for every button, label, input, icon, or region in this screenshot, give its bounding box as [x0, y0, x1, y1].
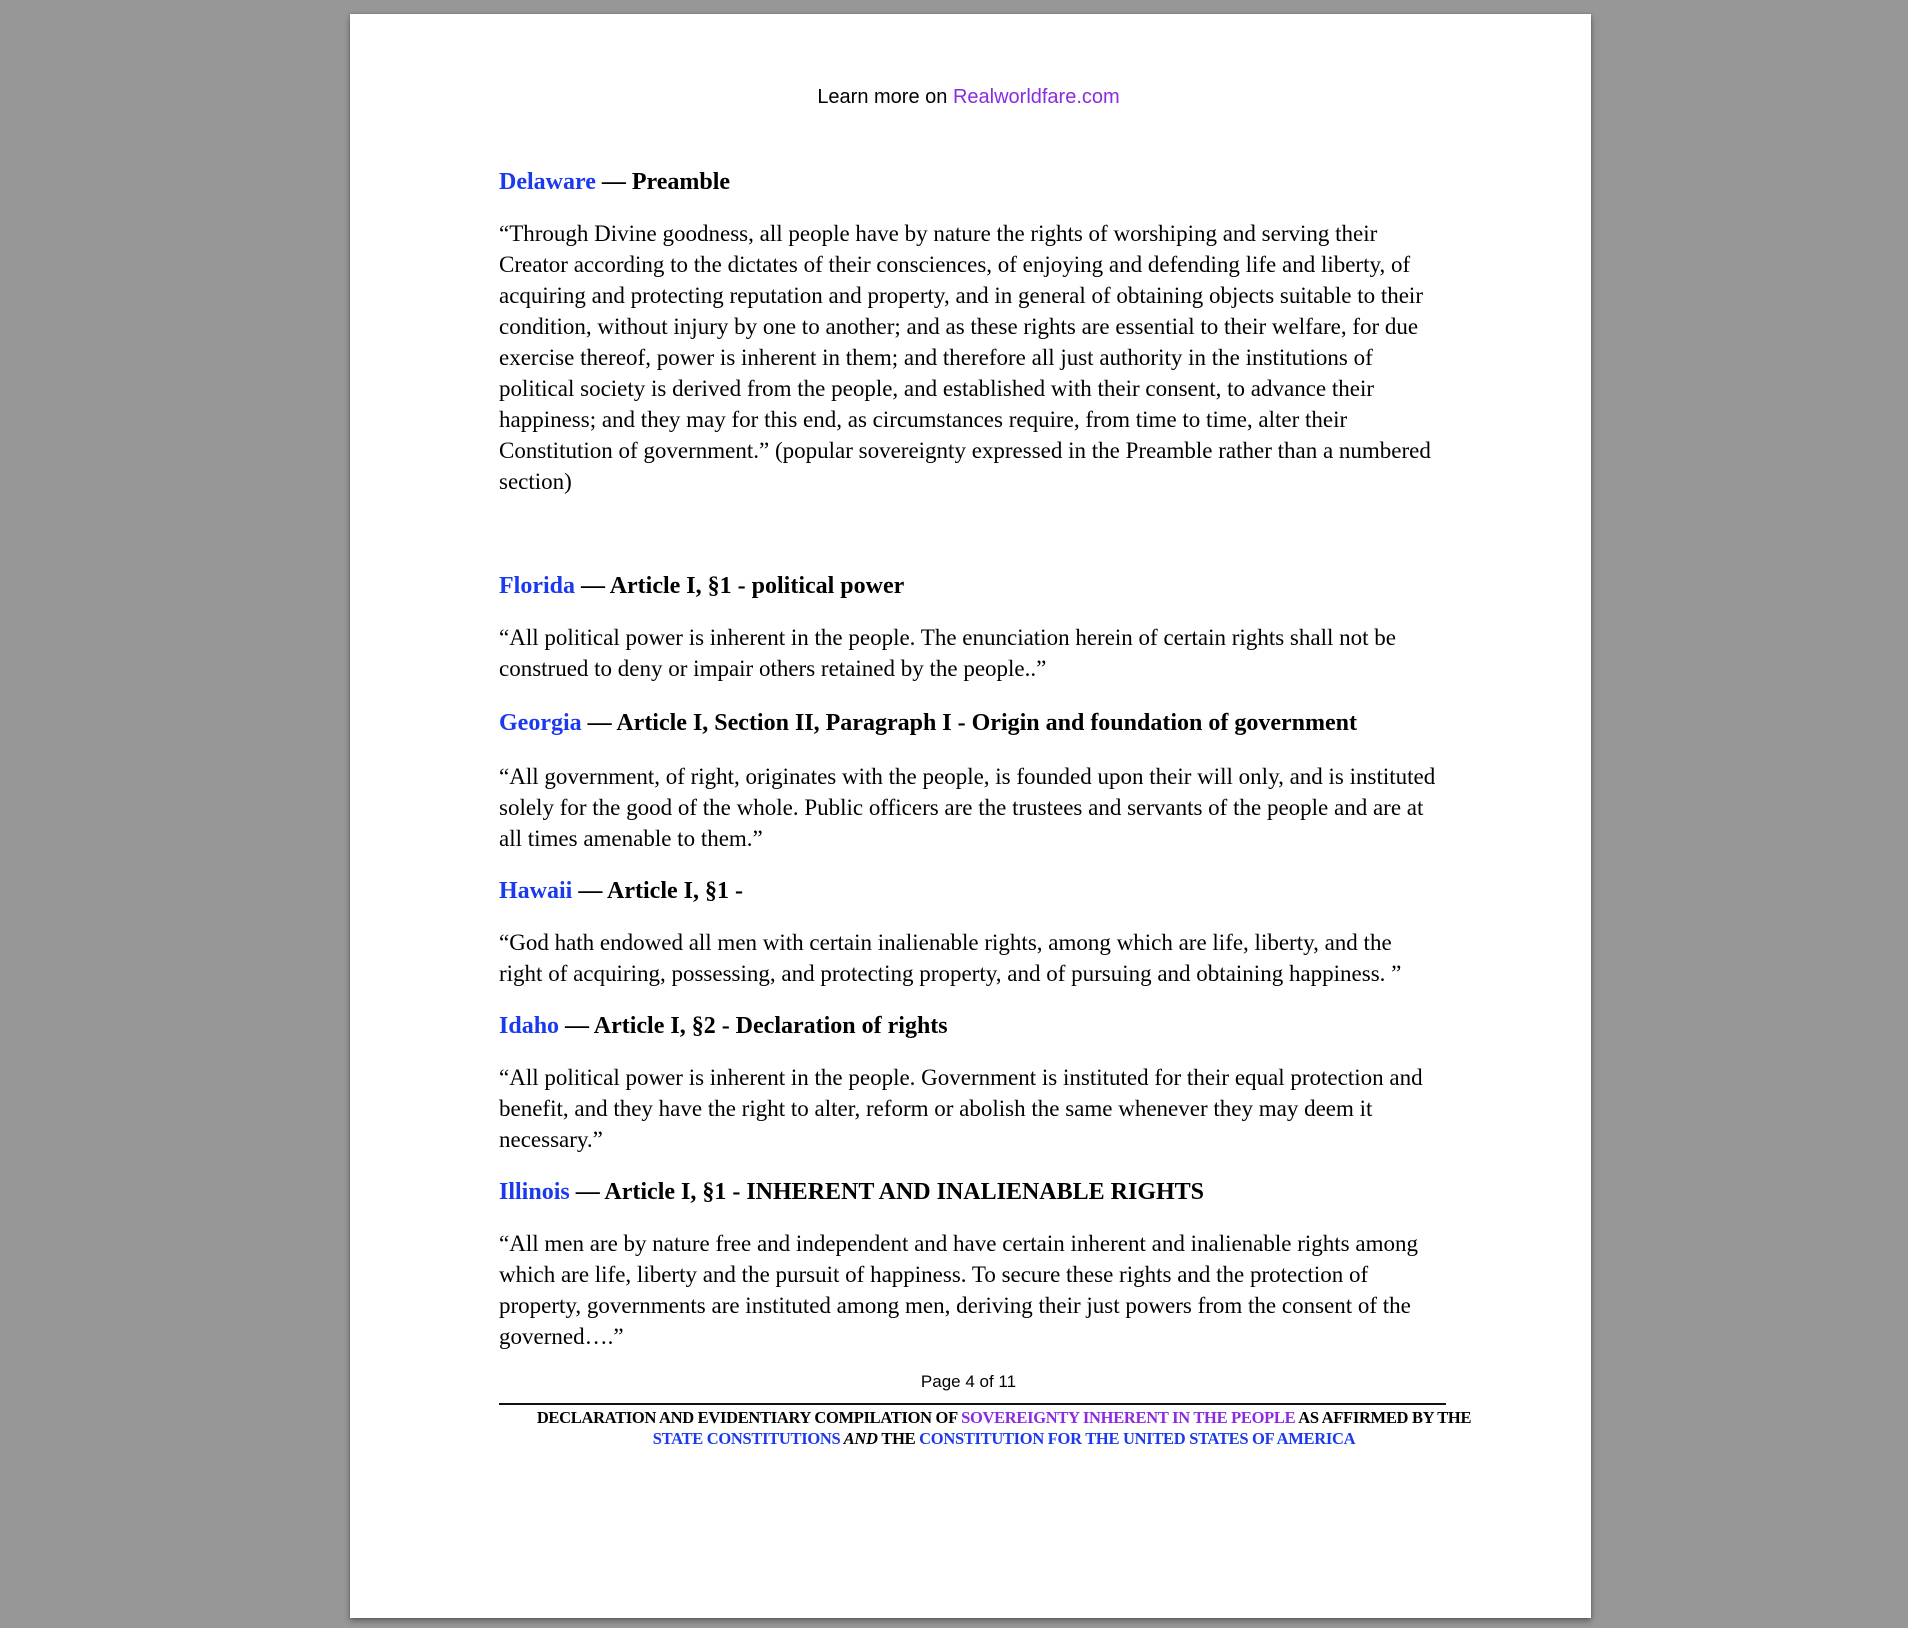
state-name-delaware: Delaware	[499, 169, 596, 195]
heading-separator: —	[559, 1013, 594, 1039]
section-heading	[499, 1176, 1438, 1208]
footer-and-text: AND	[840, 1429, 882, 1448]
footer-title-line2	[499, 1428, 1509, 1449]
state-name-hawaii: Hawaii	[499, 878, 573, 904]
section-body: “God hath endowed all men with certain inalienable rights, among which are life, liberty, and the right of acquiring, possessing, and protecting property, and of pursuing and obtaining happiness. ”	[499, 930, 1402, 986]
section-florida	[499, 570, 1438, 684]
heading-separator: —	[569, 1179, 605, 1205]
section-title: Article I, §1 -	[607, 878, 743, 904]
document-content	[350, 85, 1591, 1449]
section-title: Article I, §2 - Declaration of rights	[593, 1013, 948, 1039]
footer-sovereignty-link[interactable]: SOVEREIGNTY INHERENT IN THE PEOPLE	[961, 1408, 1296, 1427]
footer-title	[499, 1407, 1509, 1449]
header-note	[499, 85, 1438, 109]
page-footer	[499, 1372, 1472, 1449]
state-name-georgia: Georgia	[499, 710, 582, 736]
footer-divider	[499, 1403, 1446, 1405]
section-heading	[499, 705, 1438, 741]
footer-declaration-text: DECLARATION AND EVIDENTIARY COMPILATION OF	[536, 1408, 962, 1427]
heading-separator: —	[575, 573, 610, 599]
realworldfare-link[interactable]: Realworldfare.com	[952, 86, 1120, 108]
heading-separator: —	[572, 878, 608, 904]
header-note-text: Learn more on	[817, 86, 953, 108]
section-body: “All government, of right, originates with the people, is founded upon their will only, and is instituted solely for the good of the whole. Public officers are the trustees and servants of the people and are at all times amenable to them.”	[499, 764, 1436, 851]
footer-the-text: THE	[881, 1429, 920, 1448]
section-illinois	[499, 1176, 1438, 1352]
state-name-idaho: Idaho	[499, 1013, 560, 1039]
section-heading	[499, 1010, 1438, 1042]
heading-separator: —	[595, 169, 632, 195]
heading-separator: —	[581, 710, 617, 736]
section-heading	[499, 570, 1438, 602]
document-page	[350, 14, 1591, 1618]
section-title: Preamble	[631, 169, 731, 195]
section-body: “All political power is inherent in the people. Government is instituted for their equal protection and benefit, and they have the right to alter, reform or abolish the same whenever they may deem it necessary.”	[499, 1065, 1423, 1152]
section-body: “All political power is inherent in the people. The enunciation herein of certain rights shall not be construed to deny or impair others retained by the people..”	[499, 625, 1396, 681]
section-hawaii	[499, 875, 1438, 989]
state-name-florida: Florida	[499, 573, 575, 599]
section-title: Article I, Section II, Paragraph I - Origin and foundation of government	[616, 710, 1357, 736]
section-title: Article I, §1 - political power	[609, 573, 905, 599]
state-name-illinois: Illinois	[499, 1179, 570, 1205]
footer-us-constitution-link[interactable]: CONSTITUTION FOR THE UNITED STATES OF AMERICA	[919, 1429, 1356, 1448]
section-body: “Through Divine goodness, all people have by nature the rights of worshiping and serving their Creator according to the dictates of their consciences, of enjoying and defending life and liberty, of acquiring and protecting reputation and property, and in general of obtaining objects suitable to their condition, without injury by one to another; and as these rights are essential to their welfare, for due exercise thereof, power is inherent in them; and therefore all just authority in the institutions of political society is derived from the people, and established with their consent, to advance their happiness; and they may for this end, as circumstances require, from time to time, alter their Constitution of government.” (popular sovereignty expressed in the Preamble rather than a numbered section)	[499, 221, 1431, 494]
section-heading	[499, 875, 1438, 907]
sections	[499, 166, 1438, 1352]
section-body: “All men are by nature free and independent and have certain inherent and inalienable rights among which are life, liberty and the pursuit of happiness. To secure these rights and the protection of property, governments are instituted among men, deriving their just powers from the consent of the governed….”	[499, 1231, 1418, 1349]
footer-affirmed-text: AS AFFIRMED BY THE	[1295, 1408, 1472, 1427]
section-title: Article I, §1 - INHERENT AND INALIENABLE RIGHTS	[604, 1179, 1205, 1205]
section-georgia	[499, 705, 1438, 854]
footer-state-constitutions-link[interactable]: STATE CONSTITUTIONS	[652, 1429, 841, 1448]
section-heading	[499, 166, 1438, 198]
section-delaware	[499, 166, 1438, 497]
page-number: Page 4 of 11	[920, 1372, 1017, 1391]
section-idaho	[499, 1010, 1438, 1155]
footer-title-line1	[499, 1407, 1509, 1428]
